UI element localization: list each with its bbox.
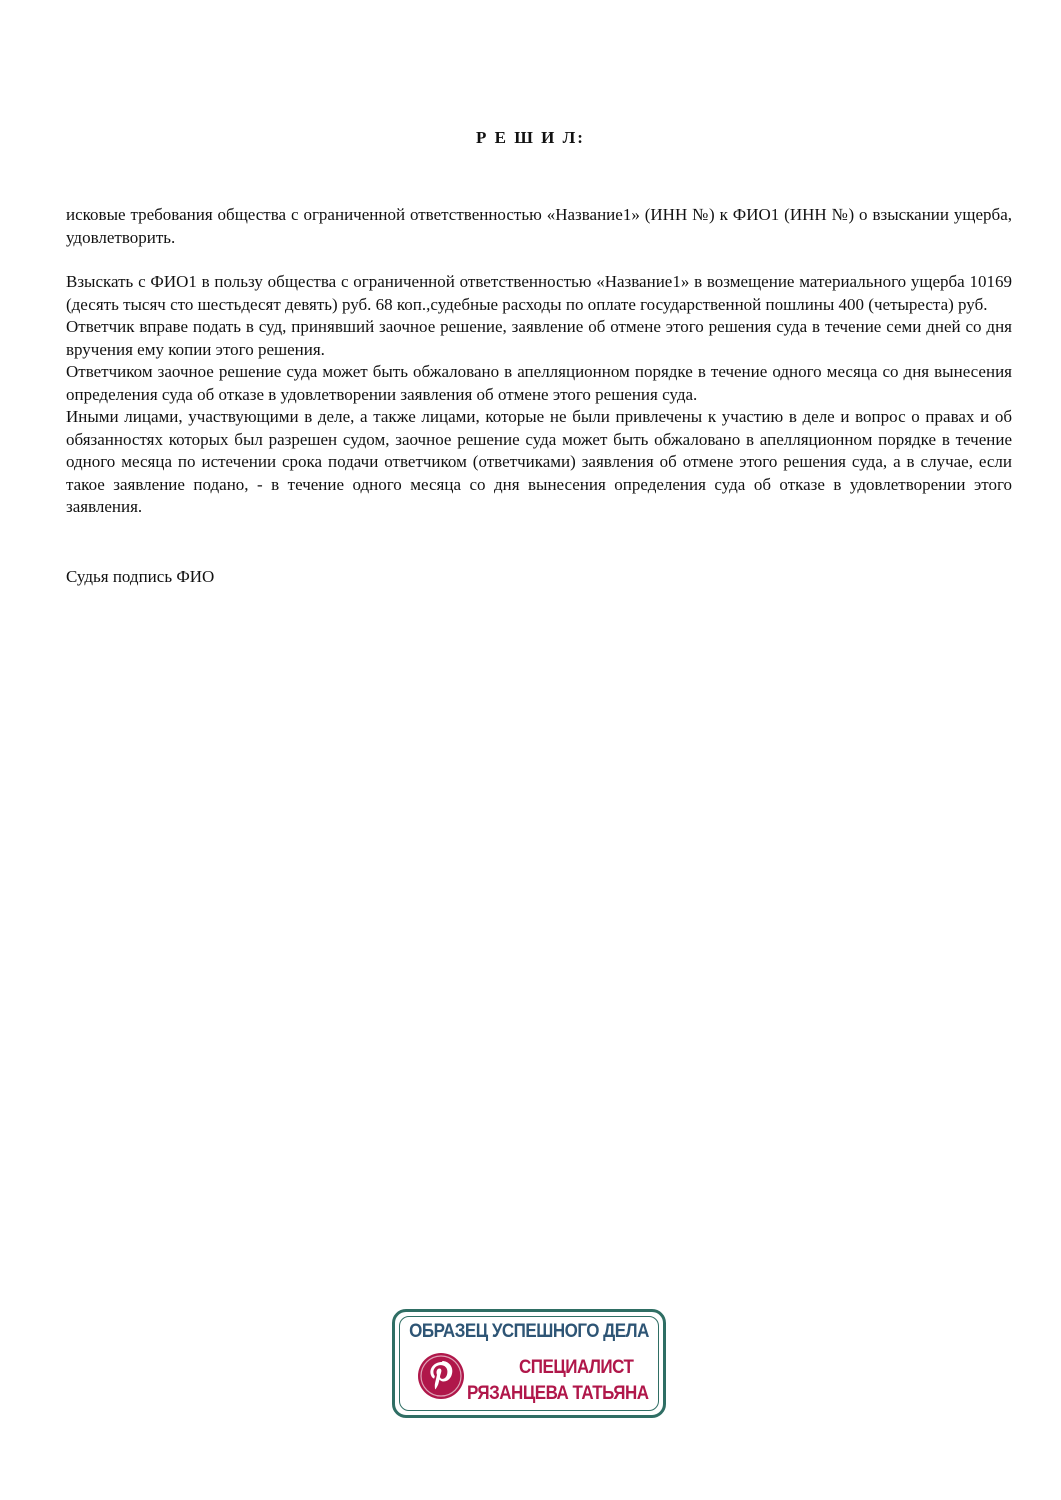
stamp-specialist-label: СПЕЦИАЛИСТ: [519, 1355, 634, 1378]
decision-heading: Р Е Ш И Л:: [476, 128, 585, 147]
paragraph-recovery: Взыскать с ФИО1 в пользу общества с ограниченной ответственностью «Название1» в возмещение материального ущерба 10169 (десять тысяч сто шестьдесят девять) руб. 68 коп.,судебные расходы по оплате государственной пошлины 400 (четыреста) руб.: [66, 272, 1012, 314]
decision-body: [66, 204, 1012, 519]
paragraph-defendant-appeal: Ответчиком заочное решение суда может быть обжаловано в апелляционном порядке в течение одного месяца со дня вынесения определения суда об отказе в удовлетворении заявления об отмене этого решения суда.: [66, 362, 1012, 404]
sample-case-stamp: [392, 1309, 666, 1418]
paragraph-claims-granted: исковые требования общества с ограниченной ответственностью «Название1» (ИНН №) к ФИО1 (ИНН №) о взыскании ущерба, удовлетворить.: [66, 205, 1012, 247]
stamp-title: ОБРАЗЕЦ УСПЕШНОГО ДЕЛА: [409, 1319, 649, 1342]
stamp-specialist-name: РЯЗАНЦЕВА ТАТЬЯНА: [467, 1381, 649, 1404]
paragraph-other-persons-appeal: Иными лицами, участвующими в деле, а также лицами, которые не были привлечены к участию в деле и вопрос о правах и об обязанностях которых был разрешен судом, заочное решение суда может быть обжаловано в апелляционном порядке в течение одного месяца по истечении срока подачи ответчиком (ответчиками) заявления об отмене этого решения суда, а в случае, если такое заявление подано, - в течение одного месяца со дня вынесения определения суда об отказе в удовлетворении этого заявления.: [66, 407, 1012, 516]
pinterest-icon: [417, 1352, 465, 1400]
judge-signature: Судья подпись ФИО: [66, 567, 215, 586]
paragraph-defendant-right: Ответчик вправе подать в суд, принявший заочное решение, заявление об отмене этого решения суда в течение семи дней со дня вручения ему копии этого решения.: [66, 317, 1012, 359]
